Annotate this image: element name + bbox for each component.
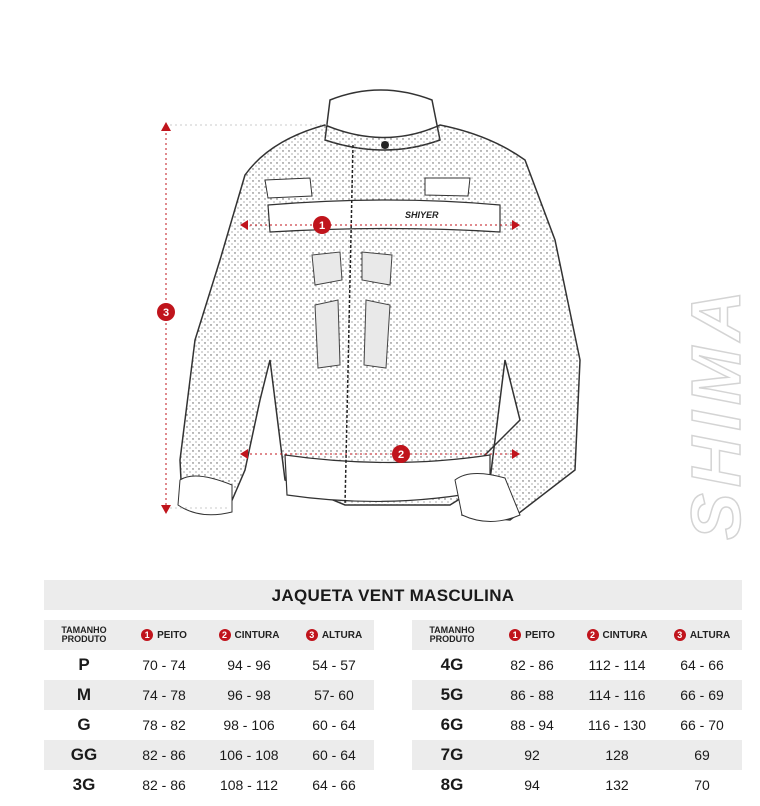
chest-column-header <box>492 629 572 641</box>
height-cell: 66 - 69 <box>680 687 724 703</box>
height-cell: 70 <box>694 777 710 793</box>
table-header <box>44 620 374 650</box>
waist-cell: 132 <box>605 777 629 793</box>
height-number-badge: 3 <box>306 629 318 641</box>
table-row <box>412 680 742 710</box>
size-header-line2: PRODUTO <box>61 634 107 644</box>
jacket-vent <box>265 178 312 198</box>
chest-cell: 86 - 88 <box>510 687 554 703</box>
waist-cell: 114 - 116 <box>588 687 646 703</box>
chest-label: PEITO <box>525 629 555 641</box>
waist-cell: 96 - 98 <box>227 687 271 703</box>
waist-column-header <box>204 629 294 641</box>
chest-number-badge: 1 <box>141 629 153 641</box>
size-cell: 7G <box>440 745 464 764</box>
height-column-header <box>662 629 742 641</box>
table-row <box>412 710 742 740</box>
waist-cell: 128 <box>605 747 629 763</box>
chest-cell: 74 - 78 <box>142 687 186 703</box>
size-cell: 6G <box>440 715 464 734</box>
height-cell: 60 - 64 <box>312 717 356 733</box>
size-header-line1: TAMANHO <box>61 625 107 635</box>
chest-cell: 82 - 86 <box>510 657 554 673</box>
size-column-header <box>44 626 124 644</box>
measure-2-label: 2 <box>397 449 405 461</box>
height-number-badge: 3 <box>674 629 686 641</box>
size-cell: 5G <box>440 685 464 704</box>
size-header-line2: PRODUTO <box>429 634 475 644</box>
chest-cell: 70 - 74 <box>142 657 186 673</box>
waist-label: CINTURA <box>602 629 648 641</box>
waist-number-badge: 2 <box>219 629 231 641</box>
height-cell: 64 - 66 <box>312 777 356 793</box>
height-label: ALTURA <box>321 629 363 641</box>
height-cell: 69 <box>694 747 710 763</box>
jacket-chest-band <box>268 200 500 232</box>
waist-cell: 108 - 112 <box>219 777 279 793</box>
waist-cell: 112 - 114 <box>588 657 646 673</box>
height-cell: 57- 60 <box>314 687 354 703</box>
jacket-cuff <box>178 476 232 515</box>
height-cell: 64 - 66 <box>680 657 724 673</box>
height-column-header <box>294 629 374 641</box>
waist-cell: 116 - 130 <box>587 717 647 733</box>
table-row <box>44 680 374 710</box>
table-row <box>412 770 742 800</box>
size-header-line1: TAMANHO <box>429 625 475 635</box>
size-cell: GG <box>70 745 98 764</box>
height-label: ALTURA <box>689 629 731 641</box>
waist-cell: 106 - 108 <box>219 747 279 763</box>
size-cell: 4G <box>440 655 464 674</box>
chest-cell: 82 - 86 <box>142 777 186 793</box>
table-row <box>412 740 742 770</box>
brand-watermark: SHIMA <box>677 284 755 540</box>
chest-cell: 78 - 82 <box>142 717 186 733</box>
size-cell: 3G <box>72 775 96 794</box>
chest-cell: 94 <box>524 777 540 793</box>
size-cell: 8G <box>440 775 464 794</box>
size-table-right <box>412 620 742 800</box>
waist-cell: 98 - 106 <box>223 717 275 733</box>
table-row <box>44 650 374 680</box>
chest-cell: 88 - 94 <box>510 717 554 733</box>
table-row <box>44 740 374 770</box>
table-row <box>412 650 742 680</box>
jacket-vent <box>425 178 470 196</box>
table-row <box>44 770 374 800</box>
measure-1-label: 1 <box>318 220 326 232</box>
table-header <box>412 620 742 650</box>
chest-number-badge: 1 <box>509 629 521 641</box>
size-cell: M <box>76 685 92 704</box>
table-title: JAQUETA VENT MASCULINA <box>44 580 742 610</box>
measure-3-label: 3 <box>162 307 170 319</box>
size-table-left <box>44 620 374 800</box>
size-cell: P <box>78 655 90 674</box>
jacket-brand: SHIYER <box>405 210 439 220</box>
waist-number-badge: 2 <box>587 629 599 641</box>
height-cell: 54 - 57 <box>312 657 356 673</box>
chest-column-header <box>124 629 204 641</box>
chest-label: PEITO <box>157 629 187 641</box>
chest-cell: 82 - 86 <box>142 747 186 763</box>
table-row <box>44 710 374 740</box>
height-cell: 60 - 64 <box>312 747 356 763</box>
size-column-header <box>412 626 492 644</box>
chest-cell: 92 <box>524 747 540 763</box>
height-cell: 66 - 70 <box>680 717 724 733</box>
waist-label: CINTURA <box>234 629 280 641</box>
size-cell: G <box>77 715 91 734</box>
waist-column-header <box>572 629 662 641</box>
waist-cell: 94 - 96 <box>227 657 271 673</box>
